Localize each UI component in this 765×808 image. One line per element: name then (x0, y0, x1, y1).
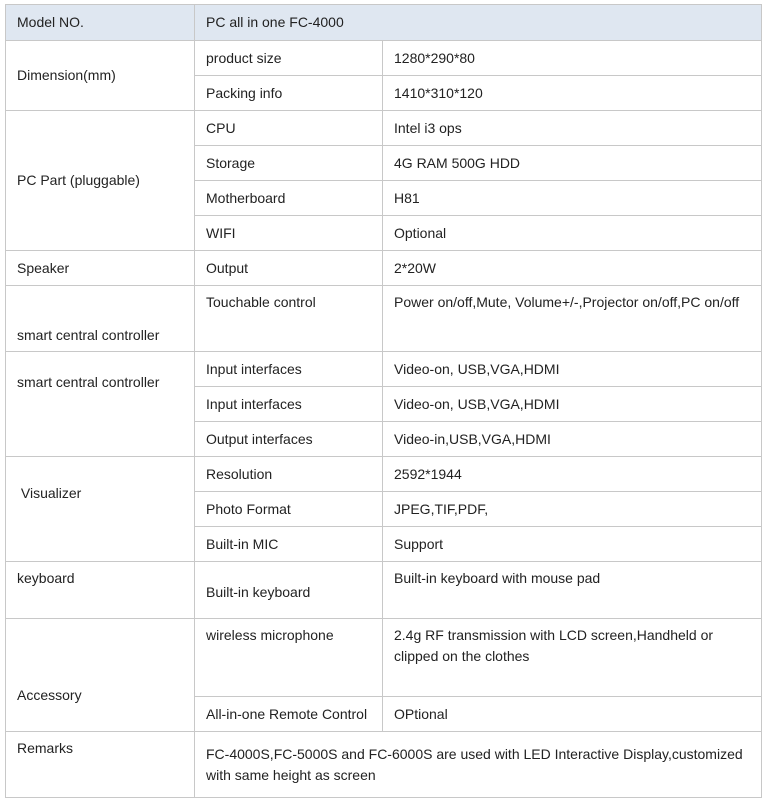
group-accessory: Accessory (6, 619, 195, 732)
attr-packing-info: Packing info (195, 76, 383, 111)
value-storage: 4G RAM 500G HDD (383, 146, 762, 181)
header-row (6, 5, 762, 41)
table-row (6, 352, 762, 387)
table-row (6, 41, 762, 76)
attr-input-interfaces: Input interfaces (195, 352, 383, 387)
model-no-value: PC all in one FC-4000 (195, 5, 762, 41)
attr-output-interfaces: Output interfaces (195, 422, 383, 457)
group-pc-part: PC Part (pluggable) (6, 111, 195, 251)
table-row (6, 111, 762, 146)
value-built-in-keyboard: Built-in keyboard with mouse pad (383, 562, 762, 619)
value-remarks: FC-4000S,FC-5000S and FC-6000S are used with LED Interactive Display,customized with same height as screen (195, 732, 762, 798)
value-input-interfaces-2: Video-on, USB,VGA,HDMI (383, 387, 762, 422)
value-wireless-microphone: 2.4g RF transmission with LCD screen,Handheld or clipped on the clothes (383, 619, 762, 697)
value-output: 2*20W (383, 251, 762, 286)
value-packing-info: 1410*310*120 (383, 76, 762, 111)
value-photo-format: JPEG,TIF,PDF, (383, 492, 762, 527)
group-dimension: Dimension(mm) (6, 41, 195, 111)
table-row (6, 619, 762, 697)
value-output-interfaces: Video-in,USB,VGA,HDMI (383, 422, 762, 457)
model-no-label: Model NO. (6, 5, 195, 41)
group-smart-central-controller-2: smart central controller (6, 352, 195, 457)
attr-built-in-mic: Built-in MIC (195, 527, 383, 562)
attr-wireless-microphone: wireless microphone (195, 619, 383, 697)
table-row (6, 457, 762, 492)
table-row (6, 562, 762, 619)
value-motherboard: H81 (383, 181, 762, 216)
table-row (6, 286, 762, 352)
attr-touchable-control: Touchable control (195, 286, 383, 352)
table-row (6, 251, 762, 286)
attr-product-size: product size (195, 41, 383, 76)
value-resolution: 2592*1944 (383, 457, 762, 492)
table-row (6, 732, 762, 798)
value-cpu: Intel i3 ops (383, 111, 762, 146)
attr-photo-format: Photo Format (195, 492, 383, 527)
group-speaker: Speaker (6, 251, 195, 286)
spec-table (5, 4, 762, 798)
group-smart-central-controller: smart central controller (6, 286, 195, 352)
value-wifi: Optional (383, 216, 762, 251)
attr-wifi: WIFI (195, 216, 383, 251)
attr-input-interfaces-2: Input interfaces (195, 387, 383, 422)
attr-resolution: Resolution (195, 457, 383, 492)
attr-remote-control: All-in-one Remote Control (195, 697, 383, 732)
attr-motherboard: Motherboard (195, 181, 383, 216)
value-touchable-control: Power on/off,Mute, Volume+/-,Projector on/off,PC on/off (383, 286, 762, 352)
value-remote-control: OPtional (383, 697, 762, 732)
value-built-in-mic: Support (383, 527, 762, 562)
attr-cpu: CPU (195, 111, 383, 146)
value-input-interfaces: Video-on, USB,VGA,HDMI (383, 352, 762, 387)
group-remarks: Remarks (6, 732, 195, 798)
value-product-size: 1280*290*80 (383, 41, 762, 76)
group-keyboard: keyboard (6, 562, 195, 619)
group-visualizer: Visualizer (6, 457, 195, 562)
attr-storage: Storage (195, 146, 383, 181)
attr-output: Output (195, 251, 383, 286)
attr-built-in-keyboard: Built-in keyboard (195, 562, 383, 619)
